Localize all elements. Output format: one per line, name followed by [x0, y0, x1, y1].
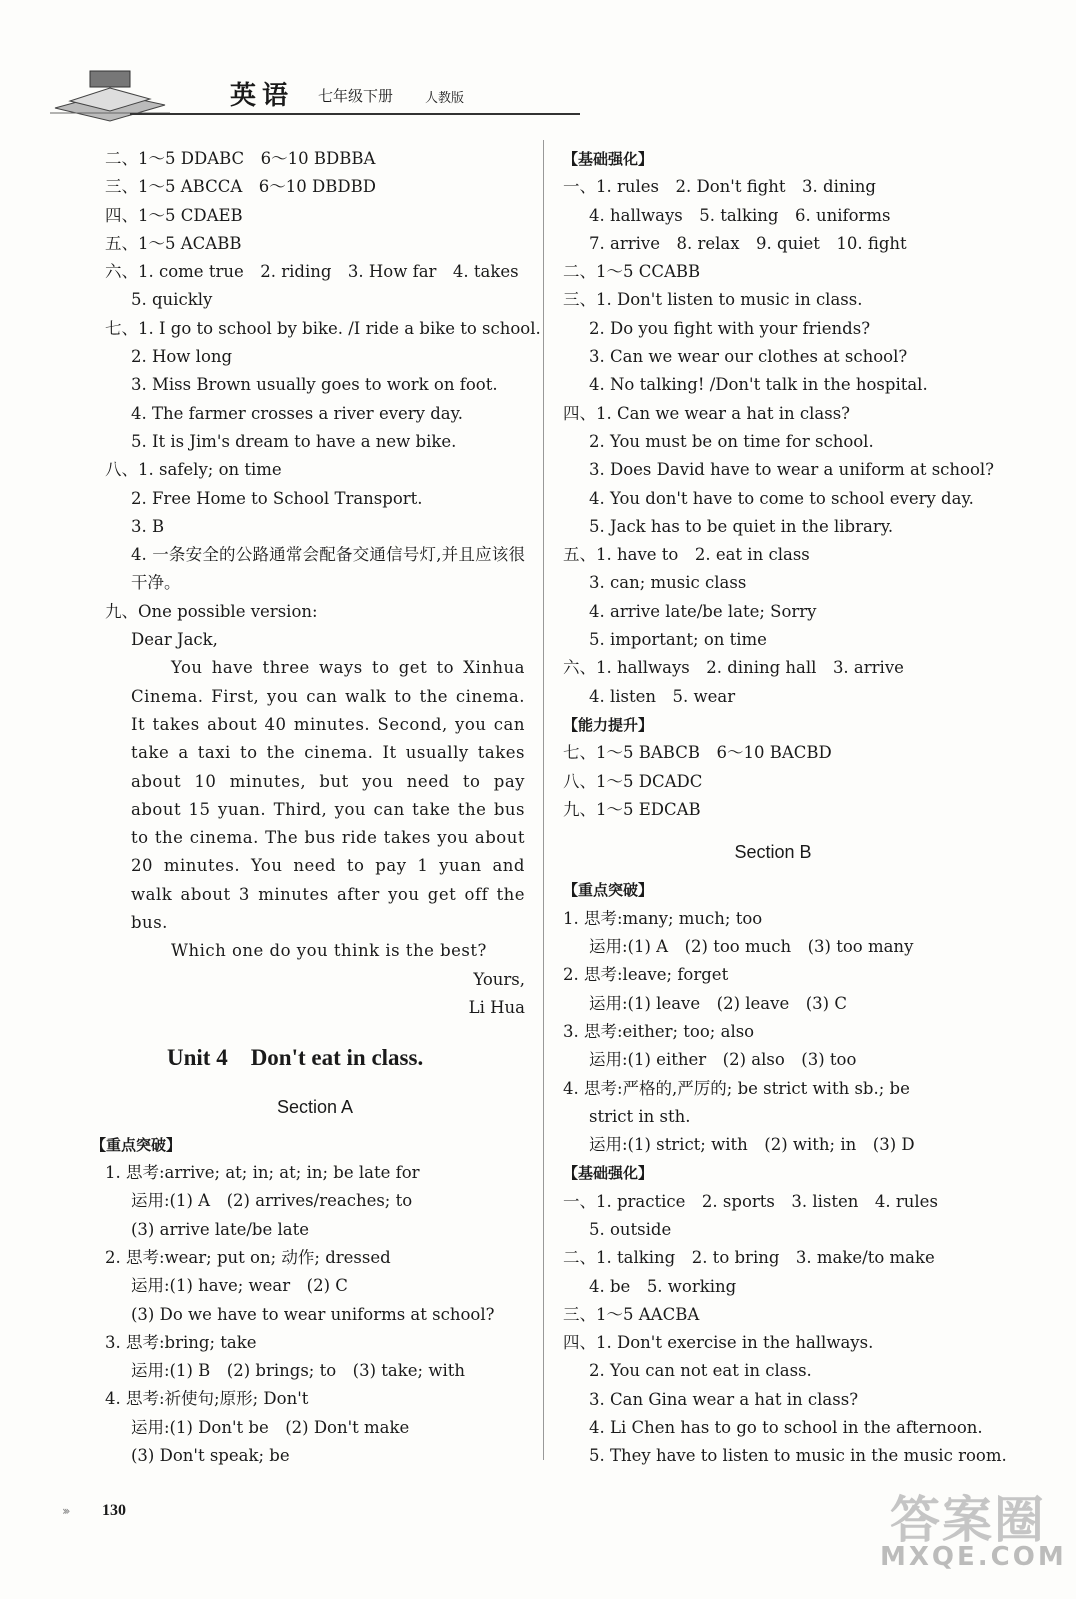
answer-line: 六、1. come true 2. riding 3. How far 4. takes	[105, 262, 519, 282]
answer-line: 2. You must be on time for school.	[589, 431, 874, 451]
letter-paragraph: Which one do you think is the best?	[171, 941, 487, 961]
answer-line: 运用:(1) B (2) brings; to (3) take; with	[131, 1361, 465, 1381]
section-title: Section B	[734, 842, 812, 863]
answer-line: 四、1～5 CDAEB	[105, 205, 243, 225]
answer-line: 九、One possible version:	[105, 601, 318, 621]
page-number: 130	[102, 1502, 126, 1519]
answer-line: 5. quickly	[131, 290, 213, 310]
answer-line: 7. arrive 8. relax 9. quiet 10. fight	[589, 233, 907, 253]
answer-line: 4. 思考:严格的,严厉的; be strict with sb.; be	[563, 1078, 910, 1098]
answer-line: 运用:(1) either (2) also (3) too	[589, 1050, 857, 1070]
answer-line: 运用:(1) A (2) too much (3) too many	[589, 937, 914, 957]
answer-line: 四、1. Don't exercise in the hallways.	[563, 1333, 874, 1353]
answer-line: 4. You don't have to come to school every day.	[589, 488, 974, 508]
answer-line: 七、1～5 BABCB 6～10 BACBD	[563, 743, 832, 763]
grade-label: 七年级下册	[318, 87, 394, 105]
answer-line: 2. 思考:leave; forget	[563, 965, 729, 985]
left-column	[91, 145, 541, 1470]
section-heading: 【重点突破】	[563, 881, 654, 900]
section-heading: 【能力提升】	[563, 715, 654, 734]
right-column	[563, 145, 1007, 1471]
answer-line: 3. Can Gina wear a hat in class?	[589, 1389, 859, 1409]
answer-line: 3. B	[131, 516, 165, 536]
answer-line: 运用:(1) leave (2) leave (3) C	[589, 993, 847, 1013]
answer-line: (3) Don't speak; be	[131, 1446, 290, 1466]
answer-line: 4. be 5. working	[589, 1276, 737, 1296]
watermark-logo	[880, 1480, 1067, 1590]
answer-line: 5. outside	[589, 1219, 672, 1239]
page-header	[40, 55, 540, 125]
answer-line: 一、1. practice 2. sports 3. listen 4. rules	[563, 1191, 938, 1211]
answer-line: 二、1～5 DDABC 6～10 BDBBA	[105, 149, 376, 168]
answer-line: 六、1. hallways 2. dining hall 3. arrive	[563, 658, 904, 678]
answer-line: 3. Miss Brown usually goes to work on foot.	[131, 375, 498, 395]
header-rule	[130, 113, 580, 115]
sample-letter	[105, 626, 525, 1022]
watermark-cn: 答案圈	[890, 1491, 1046, 1549]
answer-line: 3. 思考:either; too; also	[563, 1021, 755, 1041]
answer-line: 5. important; on time	[589, 630, 767, 650]
section-heading: 【基础强化】	[563, 1164, 654, 1183]
answer-line: 4. hallways 5. talking 6. uniforms	[589, 205, 891, 225]
answer-line: 二、1～5 CCABB	[563, 262, 701, 282]
answer-line: 五、1. have to 2. eat in class	[563, 545, 810, 565]
edition-label: 人教版	[425, 91, 465, 106]
answer-line: 一、1. rules 2. Don't fight 3. dining	[563, 177, 876, 197]
answer-line: 七、1. I go to school by bike. /I ride a bike to school.	[105, 318, 541, 338]
answer-line: 4. arrive late/be late; Sorry	[589, 601, 817, 621]
answer-line: 运用:(1) strict; with (2) with; in (3) D	[589, 1135, 915, 1155]
subject-title: 英语	[230, 81, 295, 111]
answer-line: 三、1. Don't listen to music in class.	[563, 290, 863, 310]
answer-line: 5. Jack has to be quiet in the library.	[589, 516, 894, 536]
answer-line: 二、1. talking 2. to bring 3. make/to make	[563, 1248, 935, 1268]
answer-line: 四、1. Can we wear a hat in class?	[563, 403, 851, 423]
answer-line: 2. 思考:wear; put on; 动作; dressed	[105, 1247, 391, 1267]
answer-line: 4. Li Chen has to go to school in the afternoon.	[589, 1418, 983, 1438]
letter-paragraph: You have three ways to get to Xinhua Cinema. First, you can walk to the cinema. It takes about 40 minutes. Second, you can take a taxi to the cinema. It usually takes about 10 minutes, but you need to pay about 15 yuan. Third, you can take the bus to the cinema. The bus ride takes you about 20 minutes. You need to pay 1 yuan and walk about 3 minutes after you get off the bus.	[131, 658, 525, 933]
answer-line: 3. Does David have to wear a uniform at school?	[589, 460, 995, 480]
answer-line: (3) arrive late/be late	[131, 1219, 309, 1239]
answer-line: 九、1～5 EDCAB	[563, 799, 701, 819]
letter-greeting: Dear Jack,	[131, 630, 218, 650]
answer-line: 1. 思考:many; much; too	[563, 908, 763, 928]
answer-line: 2. Free Home to School Transport.	[131, 488, 423, 508]
answer-line: 三、1～5 AACBA	[563, 1304, 700, 1324]
answer-line: 5. They have to listen to music in the music room.	[589, 1446, 1007, 1466]
answer-line: 运用:(1) have; wear (2) C	[131, 1276, 348, 1296]
answer-line: 1. 思考:arrive; at; in; at; in; be late for	[105, 1163, 420, 1183]
answer-line: 八、1. safely; on time	[105, 460, 282, 480]
answer-line: 五、1～5 ACABB	[105, 233, 242, 253]
answer-line: 2. How long	[131, 347, 233, 367]
letter-closing: Yours,	[473, 969, 525, 989]
answer-line: 2. Do you fight with your friends?	[589, 318, 871, 338]
answer-line: strict in sth.	[589, 1106, 691, 1126]
answer-line: 2. You can not eat in class.	[589, 1361, 812, 1381]
answer-line: 4. listen 5. wear	[589, 686, 736, 706]
answer-line: 3. Can we wear our clothes at school?	[589, 347, 908, 367]
column-divider	[543, 140, 544, 1460]
letter-signature: Li Hua	[468, 997, 525, 1017]
unit-title: Unit 4 Don't eat in class.	[167, 1045, 424, 1071]
section-heading: 【重点突破】	[91, 1135, 182, 1154]
page-arrows-icon: ›››	[62, 1504, 68, 1518]
answer-line: 八、1～5 DCADC	[563, 771, 703, 791]
answer-line: 运用:(1) Don't be (2) Don't make	[131, 1417, 410, 1437]
answer-line: 三、1～5 ABCCA 6～10 DBDBD	[105, 177, 376, 197]
answer-line: 5. It is Jim's dream to have a new bike.	[131, 431, 457, 451]
answer-line: 4. 一条安全的公路通常会配备交通信号灯,并且应该很干净。	[131, 545, 525, 593]
answer-line: 4. The farmer crosses a river every day.	[131, 403, 464, 423]
answer-line: 3. can; music class	[589, 573, 747, 593]
answer-line: (3) Do we have to wear uniforms at school?	[131, 1304, 495, 1324]
answer-line: 3. 思考:bring; take	[105, 1332, 257, 1352]
section-heading: 【基础强化】	[563, 150, 654, 168]
answer-line: 4. 思考:祈使句;原形; Don't	[105, 1389, 309, 1409]
answer-line: 运用:(1) A (2) arrives/reaches; to	[131, 1191, 413, 1211]
answer-line: 4. No talking! /Don't talk in the hospital.	[589, 375, 928, 395]
section-title: Section A	[276, 1096, 354, 1117]
watermark-url: MXQE.COM	[880, 1542, 1067, 1572]
